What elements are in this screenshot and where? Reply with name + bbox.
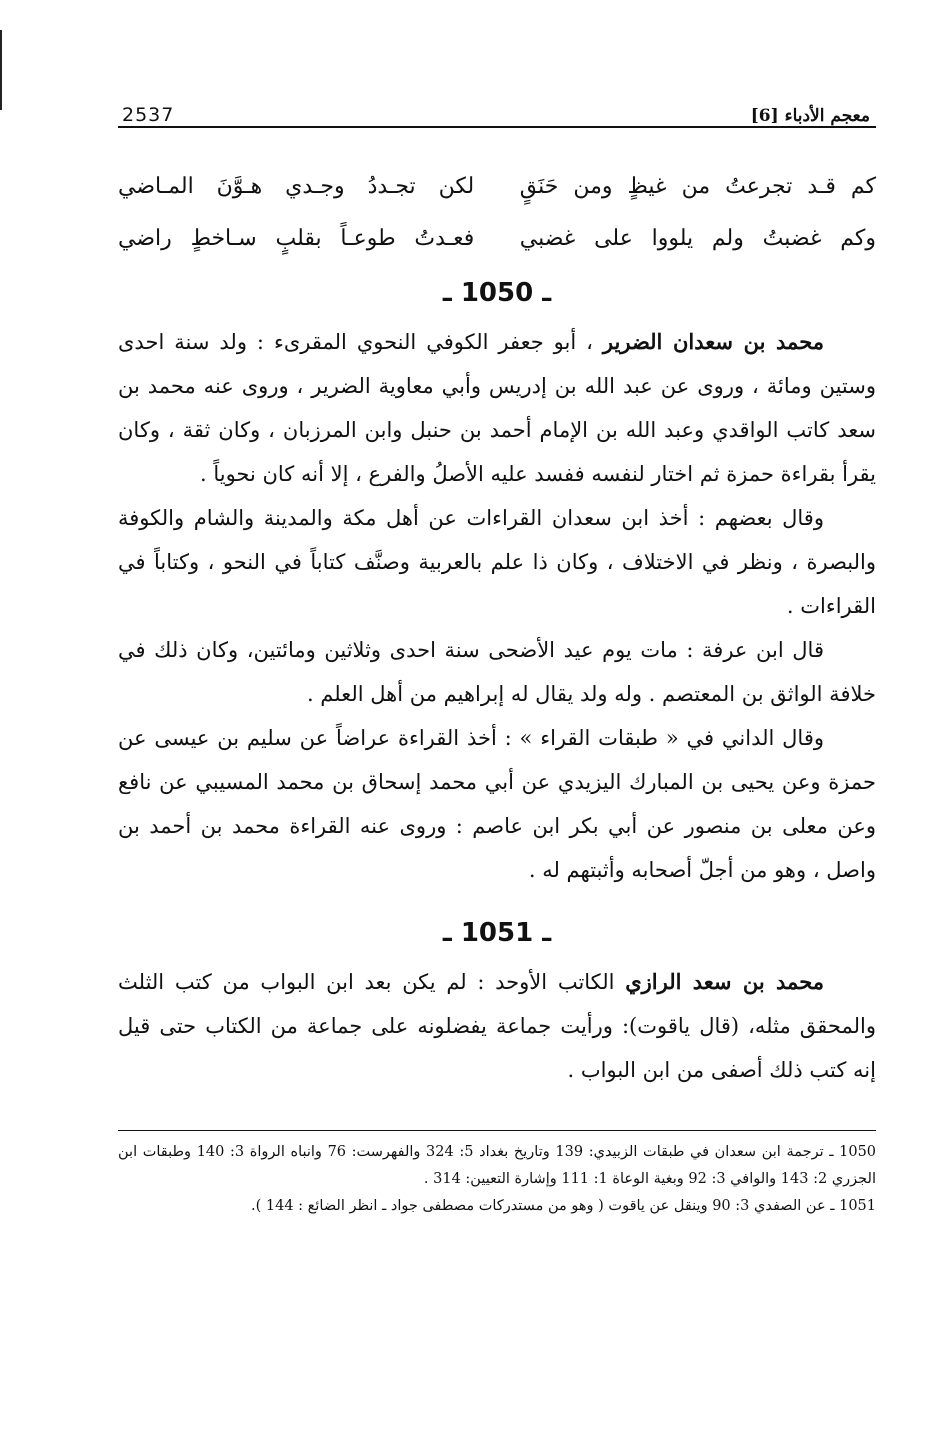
poem-hemistich-second: فعـدتُ طوعـاً بقلبٍ سـاخطٍ راضي: [118, 225, 475, 251]
poem-line: [118, 160, 876, 212]
paragraph-text: الكاتب الأوحد : لم يكن بعد ابن البواب من كتب الثلث والمحقق مثله، (قال ياقوت): ورأيت جماعة يفضلونه على جماعة من الكتاب حتى قيل إنه كتب ذلك أصفى من ابن البواب .: [118, 970, 876, 1082]
entry-1050-paragraph-1: [118, 320, 876, 496]
entry-number-1050: ـ 1050 ـ: [442, 278, 552, 308]
paragraph-text: ، أبو جعفر الكوفي النحوي المقرىء : ولد سنة احدى وستين ومائة ، وروى عن عبد الله بن إدريس وأبي معاوية الضرير ، وروى عنه محمد بن سعد كاتب الواقدي وعبد الله بن الإمام أحمد بن حنبل وابن المرزبان ، وكان ثقة ، وكان يقرأ بقراءة حمزة ثم اختار لنفسه ففسد عليه الأصلُ والفرع ، إلا أنه كان نحوياً .: [118, 330, 876, 486]
biography-name: محمد بن سعد الرازي: [625, 969, 824, 994]
page-number: 2537: [122, 104, 175, 126]
poem-hemistich-second: لكن تجـددُ وجـدي هـوَّنَ المـاضي: [118, 173, 475, 199]
scan-edge-line: [0, 30, 2, 110]
footnote: 1050 ـ ترجمة ابن سعدان في طبقات الزبيدي: 139 وتاريخ بغداد 5: 324 والفهرست: 76 وانباه الرواة 3: 140 وطبقات ابن الجزري 2: 143 والوافي 3: 92 وبغية الوعاة 1: 111 وإشارة التعيين: 314 .: [118, 1144, 877, 1187]
poem-hemistich-first: وكم غضبتُ ولم يلووا على غضبي: [519, 225, 876, 251]
book-title: معجم الأدباء [6]: [750, 106, 870, 126]
poem: [118, 160, 876, 264]
running-header: [118, 88, 876, 128]
book-page: [118, 88, 876, 1220]
footnote: 1051 ـ عن الصفدي 3: 90 وينقل عن ياقوت ( وهو من مستدركات مصطفى جواد ـ انظر الضائع : 144 ).: [251, 1198, 876, 1214]
biography-name: محمد بن سعدان الضرير: [602, 329, 824, 354]
entry-number-1051: ـ 1051 ـ: [442, 918, 552, 948]
entry-1051-paragraph-1: [118, 960, 876, 1092]
footnotes: [118, 1130, 876, 1220]
poem-line: [118, 212, 876, 264]
entry-1050-paragraph-2: وقال بعضهم : أخذ ابن سعدان القراءات عن أهل مكة والمدينة والشام والكوفة والبصرة ، ونظر في الاختلاف ، وكان ذا علم بالعربية وصنَّف كتاباً في النحو ، وكتاباً في القراءات .: [118, 506, 876, 618]
poem-hemistich-first: كم قـد تجرعتُ من غيظٍ ومن حَنَقٍ: [519, 173, 876, 199]
entry-1050-paragraph-3: قال ابن عرفة : مات يوم عيد الأضحى سنة احدى وثلاثين ومائتين، وكان ذلك في خلافة الواثق بن المعتصم . وله ولد يقال له إبراهيم من أهل العلم .: [118, 638, 876, 706]
entry-1050-paragraph-4: وقال الداني في « طبقات القراء » : أخذ القراءة عراضاً عن سليم بن عيسى عن حمزة وعن يحيى بن المبارك اليزيدي عن أبي محمد إسحاق بن محمد المسيبي عن نافع وعن معلى بن منصور عن أبي بكر ابن عاصم : وروى عنه القراءة محمد بن أحمد بن واصل ، وهو من أجلّ أصحابه وأثبتهم له .: [118, 726, 876, 882]
